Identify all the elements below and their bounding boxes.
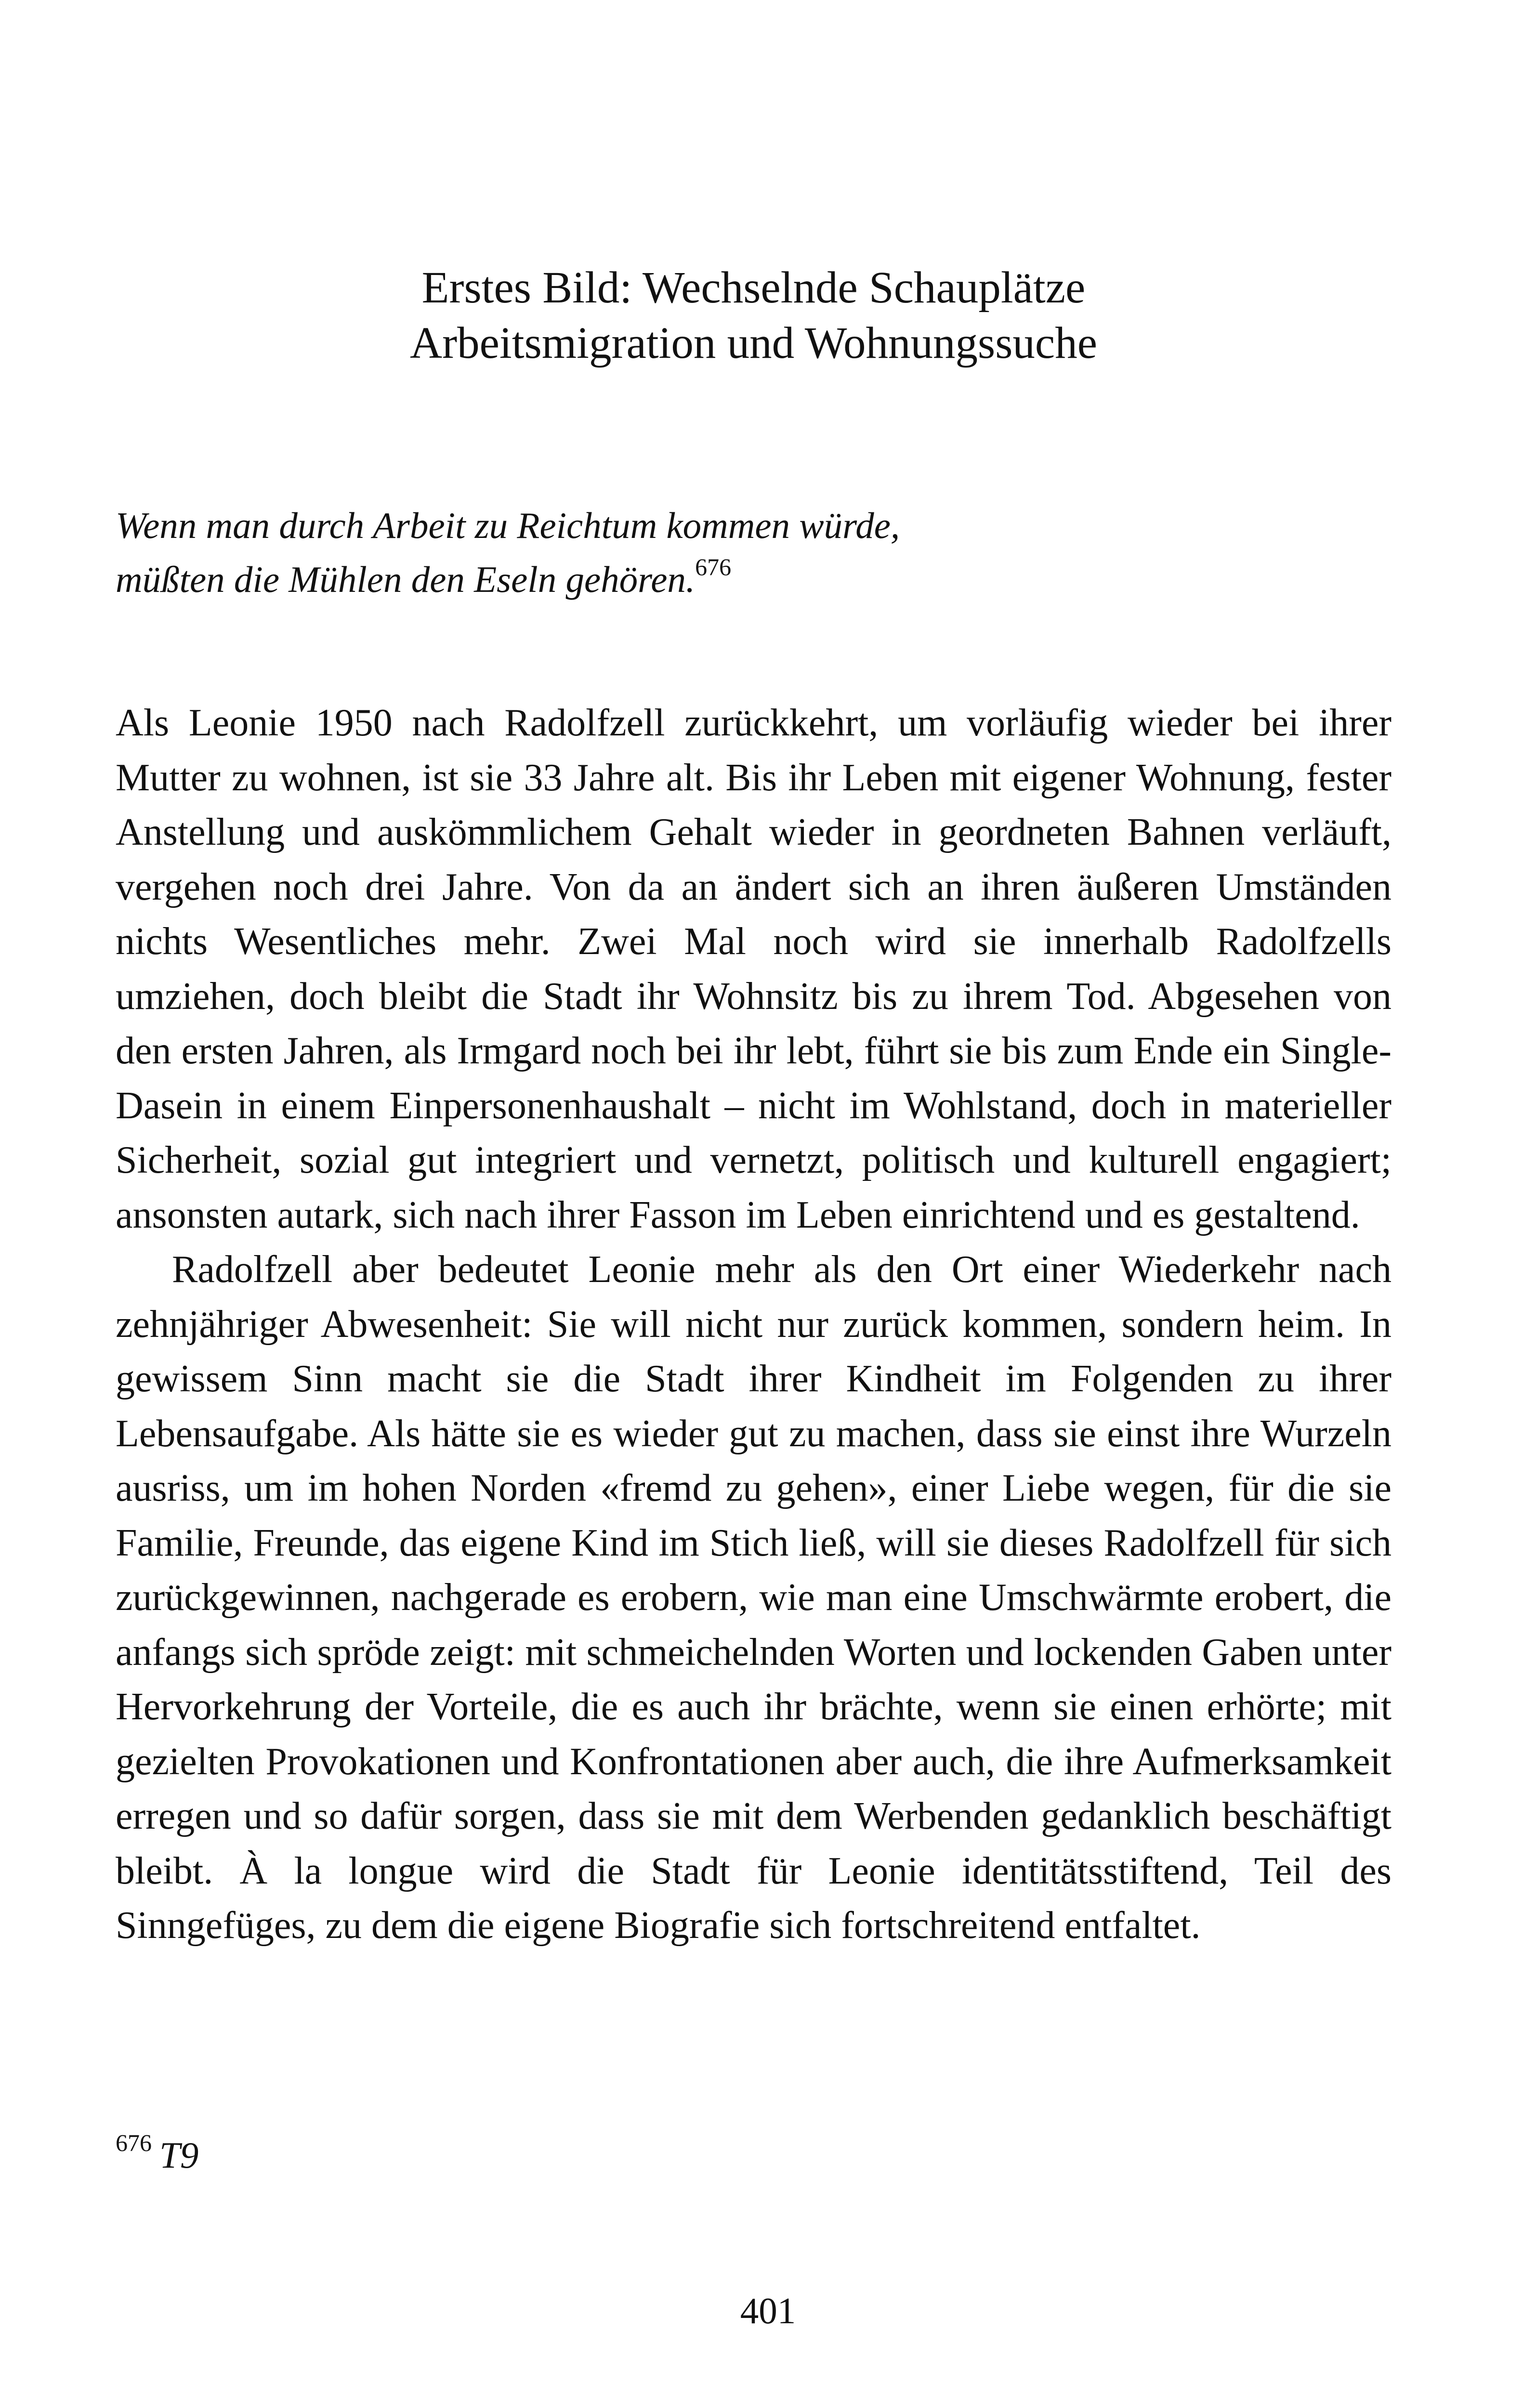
paragraph-2: Radolfzell aber bedeutet Leonie mehr als den Ort einer Wiederkehr nach zehnjähriger Abwesenheit: Sie will nicht nur zurück kommen, sondern heim. In gewissem Sinn macht sie die Stadt ihrer Kindheit im Folgenden zu ihrer Lebensaufgabe. Als hätte sie es wieder gut zu machen, dass sie einst ihre Wurzeln ausriss, um im hohen Norden «fremd zu gehen», einer Liebe wegen, für die sie Familie, Freunde, das eigene Kind im Stich ließ, will sie dieses Radolfzell für sich zurückgewinnen, nachgerade es erobern, wie man eine Umschwärmte erobert, die anfangs sich spröde zeigt: mit schmeichelnden Worten und lockenden Gaben unter Hervorkehrung der Vorteile, die es auch ihr brächte, wenn sie einen erhörte; mit gezielten Provokationen und Konfrontationen aber auch, die ihre Aufmerksamkeit erregen und so dafür sorgen, dass sie mit dem Werbenden gedanklich beschäftigt bleibt. À la longue wird die Stadt für Leonie identitätsstiftend, Teil des Sinngefüges, zu dem die eigene Biografie sich fortschreitend entfaltet. [116, 1248, 1392, 1947]
epigraph [116, 498, 1392, 606]
footnote-text: T9 [159, 2134, 199, 2176]
chapter-title-line-1: Erstes Bild: Wechselnde Schauplätze [421, 263, 1086, 313]
body-text [116, 696, 1392, 1953]
footnote-number: 676 [116, 2129, 152, 2156]
footnote-reference[interactable]: 676 [695, 553, 732, 580]
epigraph-line-2: müßten die Mühlen den Eseln gehören. [116, 559, 696, 600]
epigraph-line-2-wrapper [116, 552, 1392, 606]
epigraph-line-1: Wenn man durch Arbeit zu Reichtum kommen würde, [116, 505, 900, 546]
chapter-title [116, 260, 1392, 371]
chapter-title-line-2: Arbeitsmigration und Wohnungssuche [410, 318, 1097, 368]
paragraph-1: Als Leonie 1950 nach Radolfzell zurückkehrt, um vorläufig wieder bei ihrer Mutter zu wohnen, ist sie 33 Jahre alt. Bis ihr Leben mit eigener Wohnung, fester Anstellung und auskömmlichem Gehalt wieder in geordneten Bahnen verläuft, vergehen noch drei Jahre. Von da an ändert sich an ihren äußeren Umständen nichts Wesentliches mehr. Zwei Mal noch wird sie innerhalb Radolfzells umziehen, doch bleibt die Stadt ihr Wohnsitz bis zu ihrem Tod. Abgesehen von den ersten Jahren, als Irmgard noch bei ihr lebt, führt sie bis zum Ende ein Single-Dasein in einem Einpersonenhaushalt – nicht im Wohlstand, doch in materieller Sicherheit, sozial gut integriert und vernetzt, politisch und kulturell engagiert; ansonsten autark, sich nach ihrer Fasson im Leben einrichtend und es gestaltend. [116, 702, 1392, 1236]
page-number: 401 [740, 2290, 796, 2331]
footnote [116, 2129, 198, 2182]
